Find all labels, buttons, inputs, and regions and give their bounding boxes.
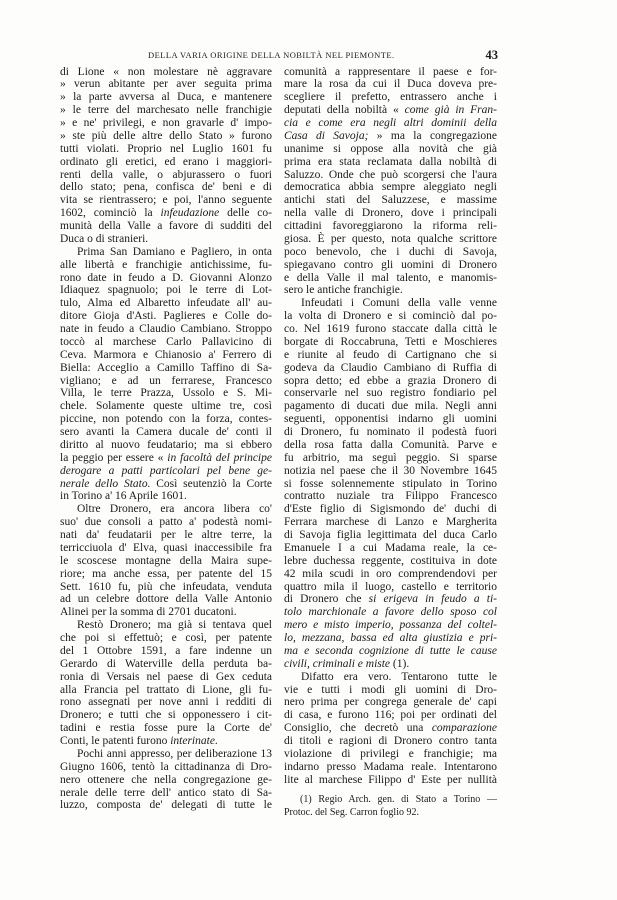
text-line: nero ottenere che nella congregazione ge- xyxy=(60,773,272,786)
text-line: ad un celebre dottore della Valle Antonio xyxy=(60,593,272,606)
text-line: nella valle di Dronero, dove i principali xyxy=(284,207,497,220)
text-line: Ferrara marchese di Lanzo e Margherita xyxy=(284,516,497,529)
text-line: vie e tutti i modi gli uomini di Dro- xyxy=(284,683,497,696)
italic-text: infeudazione xyxy=(160,207,220,220)
text-line: » ste più delle altre dello Stato » furono xyxy=(60,129,272,142)
text-line: d'Este figlio di Sigismondo de' duchi di xyxy=(284,503,497,516)
text-line: Gerardo di Waterville della perduta ba- xyxy=(60,657,272,670)
text-line xyxy=(284,658,497,671)
text-line: co. Nel 1619 furono staccate dalla città le xyxy=(284,323,497,335)
footnote-line: (1) Regio Arch. gen. di Stato a Torino — xyxy=(300,794,497,805)
text-line: di Lione « non molestare nè aggravare xyxy=(60,65,272,78)
text-segment: deputati della nobiltà « xyxy=(284,104,405,117)
text-line: Biella: Acceglio a Camillo Taffino di Sa- xyxy=(60,361,272,374)
text-line: Infeudati i Comuni della valle venne xyxy=(301,297,497,310)
text-line xyxy=(284,104,497,117)
text-line: di titoli e ragioni di Dronero contro tanta xyxy=(284,735,497,747)
text-line: e riunite al feudo di Cartignano che si xyxy=(284,348,497,361)
text-line: Giugno 1606, tentò la cittadinanza di Dro- xyxy=(60,760,272,773)
text-line: di Savoja figlia legittimata del duca Carlo xyxy=(284,529,497,541)
text-line: riore; ma anche essa, per patente del 15 xyxy=(60,567,272,580)
text-line: godeva da Claudio Cambiano di Ruffia di xyxy=(284,361,497,374)
text-line: Duca o di stranieri. xyxy=(60,232,149,245)
text-line: Idiaquez spagnuolo; poi le terre di Lot- xyxy=(60,284,272,297)
text-line xyxy=(284,593,497,606)
italic-text: mero e misto imperio, possanza del coltel- xyxy=(284,619,497,632)
paragraph xyxy=(284,671,497,787)
text-line: democratica abbia sempre aleggiato negli xyxy=(284,181,497,194)
text-line: mare la rosa da cui il Duca doveva pre- xyxy=(284,78,497,91)
text-segment: . xyxy=(214,735,218,747)
text-line: toccò al marchese Carlo Pallavicino di xyxy=(60,335,272,348)
text-line: Ceva. Marmora e Chianosio a' Ferrero di xyxy=(60,348,272,361)
text-segment: la peggio per essere « xyxy=(60,451,168,464)
text-line: di Dronero, fu nominato il podestà fuori xyxy=(284,426,497,438)
text-line: tutti violati. Proprio nel Luglio 1601 fu xyxy=(60,142,272,155)
text-line: lebre duchessa reggente, costituiva in dote xyxy=(284,554,497,567)
italic-text: Casa di Savoja; xyxy=(284,129,369,142)
text-line: sopra detto; ed ebbe a grazia Dronero di xyxy=(284,374,497,387)
text-line: alla Francia pel trattato di Lione, gli fu- xyxy=(60,683,272,696)
text-line: Pochi anni appresso, per deliberazione 13 xyxy=(77,747,272,760)
text-line xyxy=(284,632,497,645)
text-line: contratto nuziale tra Filippo Francesco xyxy=(284,490,497,503)
text-line: Saluzzo. Onde che può scorgersi che l'aura xyxy=(284,168,497,181)
text-line: tadini e restia fosse pure la Corte de' xyxy=(60,722,272,735)
text-segment: 1602, cominciò la xyxy=(60,207,161,220)
text-line: » e ne' privilegi, e non gravarle d' impo- xyxy=(60,117,272,129)
text-line: » verun abitante per aver seguita prima xyxy=(60,78,272,91)
text-line: comunità a rappresentare il paese e for- xyxy=(284,65,497,78)
italic-text: lo, mezzana, bassa ed alta giustizia e pri- xyxy=(284,632,497,644)
text-line: vita se rientrassero; e poi, l'anno seguente xyxy=(60,194,272,207)
text-line: nerale delle terre dell' antico stato di Sa- xyxy=(60,786,272,799)
text-line: conservarle nel suo registro fondiario pel xyxy=(284,387,497,400)
text-line: Dronero; e tutti che si opponessero i cit- xyxy=(60,709,272,722)
text-line: della rosa fatta dalla Comunità. Parve e xyxy=(284,438,497,451)
text-line xyxy=(60,735,272,748)
paragraph xyxy=(60,748,272,812)
text-line: dello stato; pena, confisca de' beni e di xyxy=(60,181,272,194)
text-line: sero avanti la Camera ducale de' conti il xyxy=(60,426,272,438)
text-line: borgate di Roccabruna, Tetti e Moschieres xyxy=(284,335,497,348)
italic-text: cia e come era negli altri dominii della xyxy=(284,117,497,129)
right-text-column xyxy=(284,66,497,787)
text-line: in Torino a' 16 Aprile 1601. xyxy=(60,490,187,503)
text-line: diritto al nuovo feudatario; ma si ebbero xyxy=(60,438,272,451)
text-line: pagamento di ducati due mila. Negli anni xyxy=(284,400,497,413)
text-segment: delle co- xyxy=(219,207,272,220)
text-line xyxy=(284,117,497,130)
text-line: del 1 Ottobre 1591, a fare indenne un xyxy=(60,644,272,657)
text-line: suo' due consoli a patto a' podestà nomi- xyxy=(60,516,272,529)
text-line: Villa, le terre Prazza, Ussolo e S. Mi- xyxy=(60,387,272,400)
text-line: terricciuola d' Elva, quasi inaccessibile fra xyxy=(60,541,272,554)
text-line: unanime si oppose alla novità che già xyxy=(284,142,497,155)
text-line: munità della Valle a favore di sudditi del xyxy=(60,220,272,232)
text-line: quattro mila il luogo, castello e territorio xyxy=(284,580,497,593)
text-line xyxy=(60,452,272,465)
text-line: piccine, non potendo con la forza, contes- xyxy=(60,413,272,426)
text-line: giosa. È per questo, nota qualche scrittore xyxy=(284,232,497,245)
text-line: poco benevolo, che i duchi di Savoja, xyxy=(284,245,497,258)
italic-text: comparazione xyxy=(431,722,497,735)
text-line xyxy=(284,645,497,658)
text-line xyxy=(284,130,497,143)
text-line: chele. Solamente queste ultime tre, così xyxy=(60,400,272,413)
text-line: vigliano; e ad un ferrarese, Francesco xyxy=(60,374,272,387)
text-line: nate in feudo a Claudio Cambiano. Stroppo xyxy=(60,323,272,335)
text-line xyxy=(60,465,272,478)
text-line: » le terre del marchesato nelle franchigie xyxy=(60,104,272,117)
text-line: le scoscese montagne della Maira supe- xyxy=(60,554,272,567)
text-line: Emanuele I a cui Madama reale, la ce- xyxy=(284,541,497,554)
text-line: sero le antiche franchigie. xyxy=(284,284,403,297)
paragraph xyxy=(284,297,497,670)
text-line: » la parte avversa al Duca, e mantenere xyxy=(60,91,272,104)
paragraph xyxy=(60,246,272,504)
italic-text: si erigeva in feudo a ti- xyxy=(368,593,497,606)
text-line: antichi stati del Saluzzese, e massime xyxy=(284,194,497,207)
text-line: ditore Gioja d'Asti. Paglieres e Colle do- xyxy=(60,310,272,323)
text-line: Sett. 1610 fu, più che infeudata, venduta xyxy=(60,580,272,593)
text-line: Alinei per la somma di 2701 ducatoni. xyxy=(60,606,237,619)
text-line: Oltre Dronero, era ancora libera co' xyxy=(77,503,272,516)
italic-text: in facoltà del principe xyxy=(167,451,272,464)
text-line: lite al marchese Filippo d' Este per nullità xyxy=(284,773,497,786)
text-line: Difatto era vero. Tentarono tutte le xyxy=(301,670,497,683)
paragraph xyxy=(60,66,272,246)
text-line: nero prima per congrega generale de' capi xyxy=(284,696,497,709)
text-line: tulo, Alma ed Albaretto infeudate all' au- xyxy=(60,297,272,310)
text-line: indarno presso Madama reale. Intentarono xyxy=(284,760,497,773)
italic-text: come già in Fran- xyxy=(404,104,497,117)
text-segment: Consiglio, che decretò una xyxy=(284,722,432,735)
paragraph xyxy=(60,503,272,619)
text-line xyxy=(284,606,497,619)
text-line xyxy=(60,478,272,491)
text-line xyxy=(284,722,497,735)
text-segment: Così seutenziò la Corte xyxy=(150,477,272,490)
text-line: Prima San Damiano e Pagliero, in onta xyxy=(77,245,272,258)
running-head: DELLA VARIA ORIGINE DELLA NOBILTÀ NEL PIEMONTE. xyxy=(148,50,395,60)
text-line: Restò Dronero; ma già si tentava quel xyxy=(77,619,272,632)
text-line: renti della valle, o abjurassero o fuori xyxy=(60,168,272,181)
left-text-column xyxy=(60,66,272,813)
text-line: ordinato gli eretici, ed erano i maggiori- xyxy=(60,155,272,168)
text-line: 42 mila scudi in oro comprendendovi per xyxy=(284,567,497,580)
footnote xyxy=(284,794,497,819)
text-line: che poi si effettuò; e così, per patente xyxy=(60,632,272,644)
italic-text: civili, criminali e miste xyxy=(284,657,391,670)
italic-text: derogare a patti particolari pel bene ge- xyxy=(60,464,272,477)
text-line: scegliere il prefetto, entrassero anche i xyxy=(284,91,497,104)
text-line: fu arbitrio, ma seguì peggio. Si sparse xyxy=(284,451,497,464)
text-line: si fosse solennemente stipulato in Torino xyxy=(284,477,497,490)
text-line: notizia nel paese che il 30 Novembre 1645 xyxy=(284,464,497,477)
page-number: 43 xyxy=(485,48,498,62)
paragraph xyxy=(284,66,497,298)
text-line: prima era stata reclamata dalla nobiltà di xyxy=(284,155,497,168)
text-line xyxy=(60,207,272,220)
text-line: ronia di Versais nel paese di Gex ceduta xyxy=(60,670,272,683)
text-line: violazione di privilegi e franchigie; ma xyxy=(284,747,497,760)
text-line: e della Valle il mal talento, e manomis- xyxy=(284,271,497,284)
paragraph xyxy=(60,619,272,748)
italic-text: interinate xyxy=(170,735,215,747)
text-segment: Conti, le patenti furono xyxy=(60,735,171,747)
text-segment: di Dronero che xyxy=(284,593,369,606)
text-line: nati da' feudatarii per le altre terre, la xyxy=(60,529,272,541)
text-line: alle libertà e franchigie antichissime, fu- xyxy=(60,258,272,271)
italic-text: nerale dello Stato. xyxy=(60,477,151,490)
footnote-line: Protoc. del Seg. Carron foglio 92. xyxy=(284,806,419,818)
text-line: di casa, e furono 116; poi per ordinati del xyxy=(284,709,497,722)
text-line xyxy=(284,619,497,632)
text-line: seguenti, opponentisi indarno gli uomini xyxy=(284,413,497,426)
text-line: la volta di Dronero e si cominciò dal po- xyxy=(284,310,497,323)
italic-text: tolo marchionale a favore dello sposo col xyxy=(284,606,497,619)
text-line: rono date in feudo a D. Giovanni Alonzo xyxy=(60,271,272,284)
text-line: rono assegnati per nove anni i redditi di xyxy=(60,696,272,709)
text-segment: » ma la congregazione xyxy=(368,129,497,142)
text-line: luzzo, composta de' delegati di tutte le xyxy=(60,799,272,812)
text-line: spiegavano contro gli uomini di Dronero xyxy=(284,258,497,271)
text-line: cittadini favoreggiarono la riforma reli- xyxy=(284,220,497,232)
italic-text: ma e seconda cognizione di tutte le cause xyxy=(284,644,497,657)
text-segment: (1). xyxy=(390,657,410,670)
